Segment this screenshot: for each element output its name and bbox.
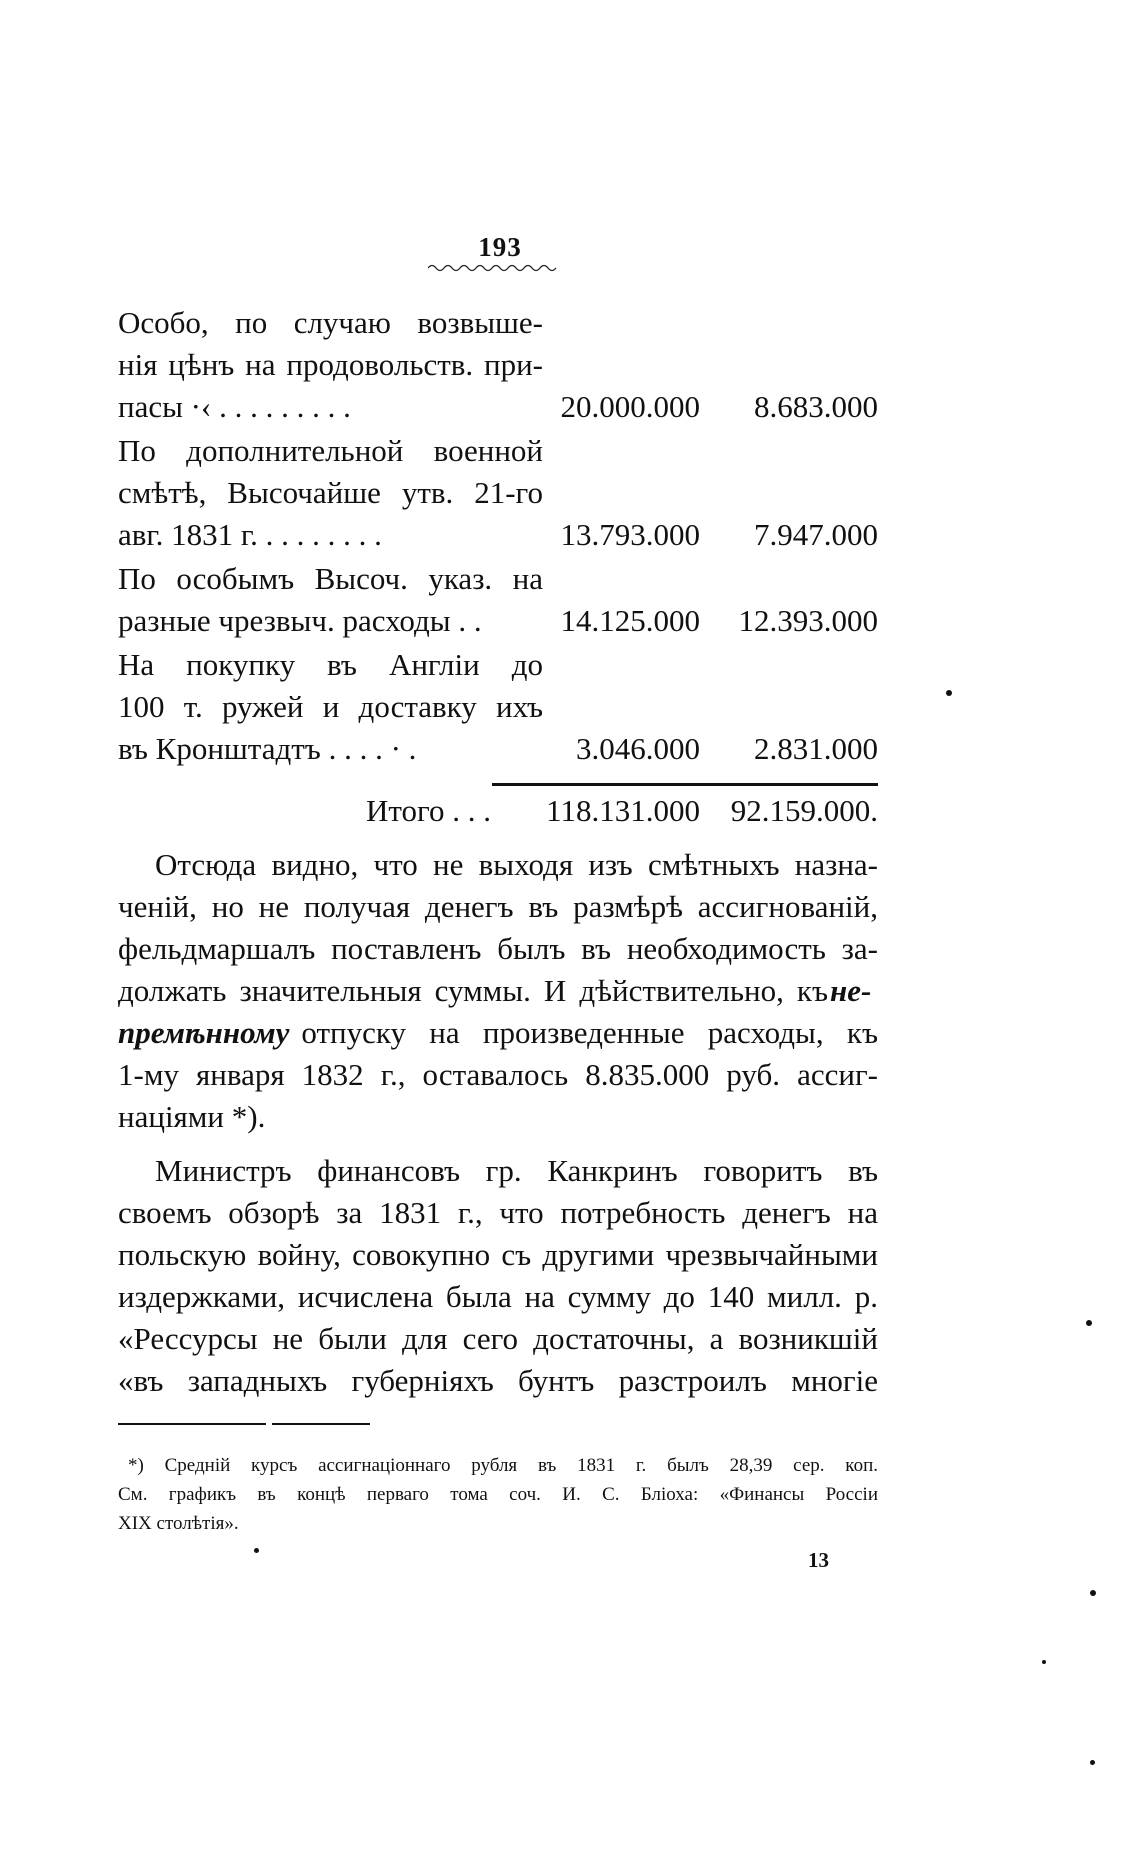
- print-speck: [946, 690, 952, 696]
- total-label: Итого . . .: [366, 793, 491, 828]
- table-row: [118, 386, 878, 428]
- row2-amount-received: 7.947.000: [754, 517, 878, 552]
- paragraph1-line5-rest: отпуску на произведенные расходы, къ: [301, 1015, 878, 1050]
- paragraph1-line5: [118, 1012, 878, 1054]
- row1-line2: нія цѣнъ на продовольств. при-: [118, 347, 543, 382]
- footnote-rule: [272, 1423, 370, 1425]
- print-speck: [1042, 1660, 1046, 1664]
- emphasis-word-part2: премѣнному: [118, 1015, 290, 1050]
- paragraph2-line6: «въ западныхъ губерніяхъ бунтъ разстроилъ многіе: [118, 1363, 878, 1398]
- table-row: [118, 600, 878, 642]
- print-speck: [1090, 1590, 1096, 1596]
- total-amount-received: 92.159.000.: [730, 793, 878, 828]
- paragraph2-line1: Министръ финансовъ гр. Канкринъ говоритъ въ: [155, 1153, 878, 1188]
- signature-mark: 13: [808, 1548, 829, 1572]
- decorative-wave-rule: [428, 263, 558, 273]
- row3-line1: По особымъ Высоч. указ. на: [118, 561, 543, 596]
- paragraph1-line6: 1-му января 1832 г., оставалось 8.835.000 руб. ассиг-: [118, 1057, 878, 1092]
- row3-last-label: разные чрезвыч. расходы . .: [118, 603, 482, 638]
- paragraph2-line4: издержками, исчислена была на сумму до 140 милл. р.: [118, 1279, 878, 1314]
- paragraph1-line2: ченій, но не получая денегъ въ размѣрѣ ассигнованій,: [118, 889, 878, 924]
- paragraph2-line2: своемъ обзорѣ за 1831 г., что потребность денегъ на: [118, 1195, 878, 1230]
- emphasis-word-part1: не-: [830, 973, 872, 1008]
- row1-amount-received: 8.683.000: [754, 389, 878, 424]
- total-rule: [492, 783, 878, 786]
- row1-amount-assigned: 20.000.000: [560, 389, 700, 424]
- row3-amount-assigned: 14.125.000: [560, 603, 700, 638]
- row1-last-label: пасы ·‹ . . . . . . . . .: [118, 389, 351, 424]
- row2-line2: смѣтѣ, Высочайше утв. 21-го: [118, 475, 543, 510]
- paragraph1-line4: должать значительныя суммы. И дѣйствительно, къ: [118, 973, 828, 1008]
- paragraph2-line5: «Рессурсы не были для сего достаточны, а возникшій: [118, 1321, 878, 1356]
- row2-amount-assigned: 13.793.000: [560, 517, 700, 552]
- page-number: 193: [478, 232, 522, 262]
- footnote-line1: *) Средній курсъ ассигнаціоннаго рубля въ 1831 г. былъ 28,39 сер. коп.: [128, 1455, 878, 1476]
- paragraph1-line7: націями *).: [118, 1099, 266, 1134]
- row2-line1: По дополнительной военной: [118, 433, 543, 468]
- row4-amount-assigned: 3.046.000: [576, 731, 700, 766]
- paragraph1-line1: Отсюда видно, что не выходя изъ смѣтныхъ назна-: [155, 847, 878, 882]
- row2-last-label: авг. 1831 г. . . . . . . . .: [118, 517, 382, 552]
- print-speck: [1086, 1320, 1092, 1326]
- row4-line2: 100 т. ружей и доставку ихъ: [118, 689, 543, 724]
- row3-amount-received: 12.393.000: [738, 603, 878, 638]
- total-row: [118, 790, 878, 832]
- footnote-rule: [118, 1423, 266, 1425]
- paragraph1-line3: фельдмаршалъ поставленъ былъ въ необходимость за-: [118, 931, 878, 966]
- paragraph2-line3: польскую войну, совокупно съ другими чрезвычайными: [118, 1237, 878, 1272]
- total-amount-assigned: 118.131.000: [546, 793, 700, 828]
- print-speck: [254, 1548, 259, 1553]
- row4-last-label: въ Кронштадтъ . . . . · .: [118, 731, 417, 766]
- table-row: [118, 728, 878, 770]
- row1-line1: Особо, по случаю возвыше-: [118, 305, 543, 340]
- print-speck: [1090, 1760, 1095, 1765]
- footnote-line3: XIX столѣтія».: [118, 1513, 239, 1534]
- table-row: [118, 514, 878, 556]
- footnote-line2: См. графикъ въ концѣ перваго тома соч. И. С. Бліоха: «Финансы Россіи: [118, 1484, 878, 1505]
- row4-line1: На покупку въ Англіи до: [118, 647, 543, 682]
- row4-amount-received: 2.831.000: [754, 731, 878, 766]
